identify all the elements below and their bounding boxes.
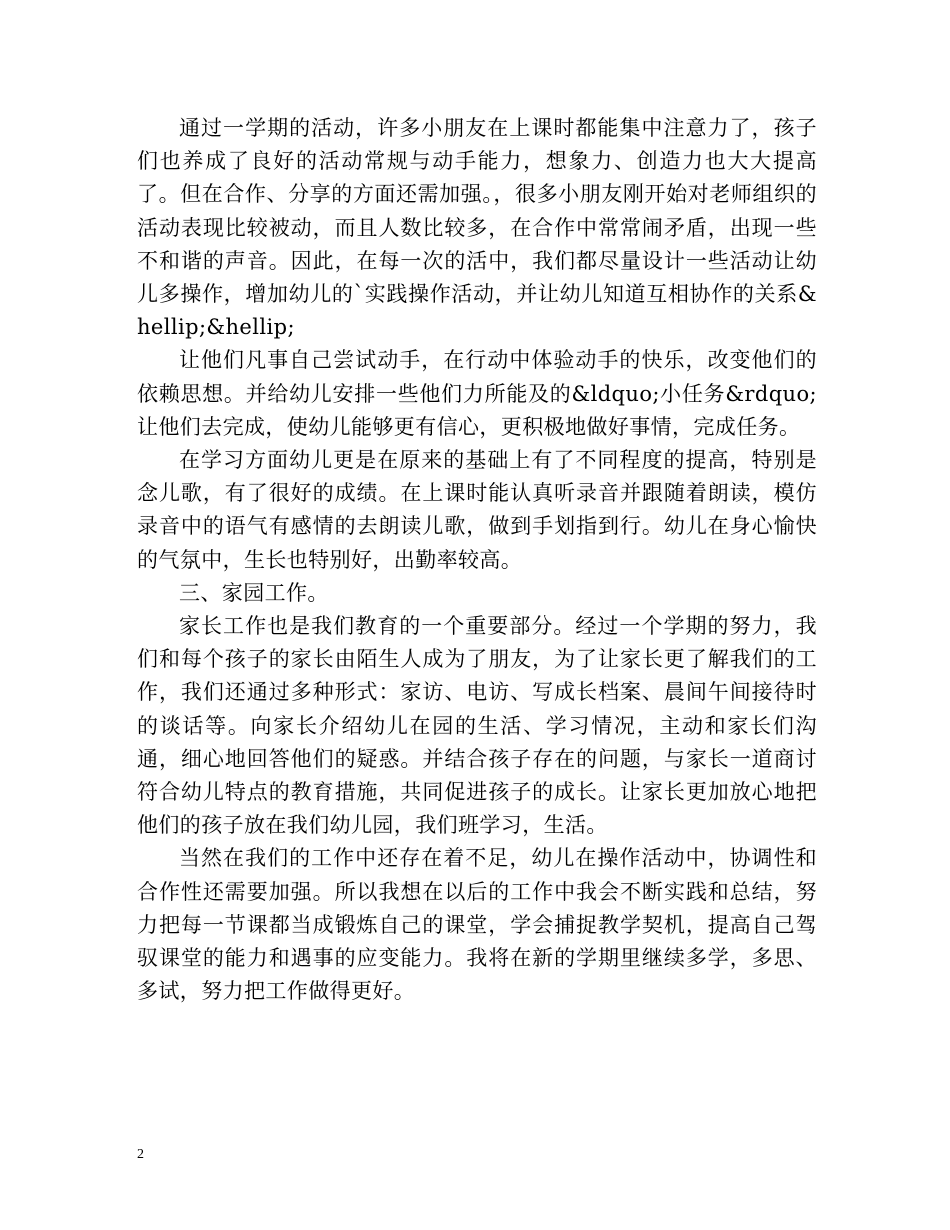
section-heading-home-school: 三、家园工作。 (179, 580, 329, 605)
paragraph-shortcomings: 当然在我们的工作中还存在着不足，幼儿在操作活动中，协调性和合作性还需要加强。所以我想在以后的工作中我会不断实践和总结，努力把每一节课都当成锻炼自己的课堂，学会捕捉教学契机，提高自己驾驭课堂的能力和遇事的应变能力。我将在新的学期里继续多学，多思、多试，努力把工作做得更好。 (137, 846, 817, 1004)
page-number: 2 (137, 1147, 144, 1162)
paragraph-learning: 在学习方面幼儿更是在原来的基础上有了不同程度的提高，特别是念儿歌，有了很好的成绩。在上课时能认真听录音并跟随着朗读，模仿录音中的语气有感情的去朗读儿歌，做到手划指到行。幼儿在身心愉快的气氛中，生长也特别好，出勤率较高。 (137, 448, 817, 572)
paragraph-activity-summary: 通过一学期的活动，许多小朋友在上课时都能集中注意力了，孩子们也养成了良好的活动常规与动手能力，想象力、创造力也大大提高了。但在合作、分享的方面还需加强。，很多小朋友刚开始对老师组织的活动表现比较被动，而且人数比较多，在合作中常常闹矛盾，出现一些不和谐的声音。因此，在每一次的活中，我们都尽量设计一些活动让幼儿多操作，增加幼儿的`实践操作活动，并让幼儿知道互相协作的关系&hellip;&hellip; (137, 116, 817, 340)
document-body (137, 112, 817, 1008)
paragraph-hands-on: 让他们凡事自己尝试动手，在行动中体验动手的快乐，改变他们的依赖思想。并给幼儿安排一些他们力所能及的&ldquo;小任务&rdquo;让他们去完成，使幼儿能够更有信心，更积极地做好事情，完成任务。 (137, 348, 817, 439)
paragraph-parent-work: 家长工作也是我们教育的一个重要部分。经过一个学期的努力，我们和每个孩子的家长由陌生人成为了朋友，为了让家长更了解我们的工作，我们还通过多种形式：家访、电访、写成长档案、晨间午间接待时的谈话等。向家长介绍幼儿在园的生活、学习情况，主动和家长们沟通，细心地回答他们的疑惑。并结合孩子存在的问题，与家长一道商讨符合幼儿特点的教育措施，共同促进孩子的成长。让家长更加放心地把他们的孩子放在我们幼儿园，我们班学习，生活。 (137, 614, 817, 838)
